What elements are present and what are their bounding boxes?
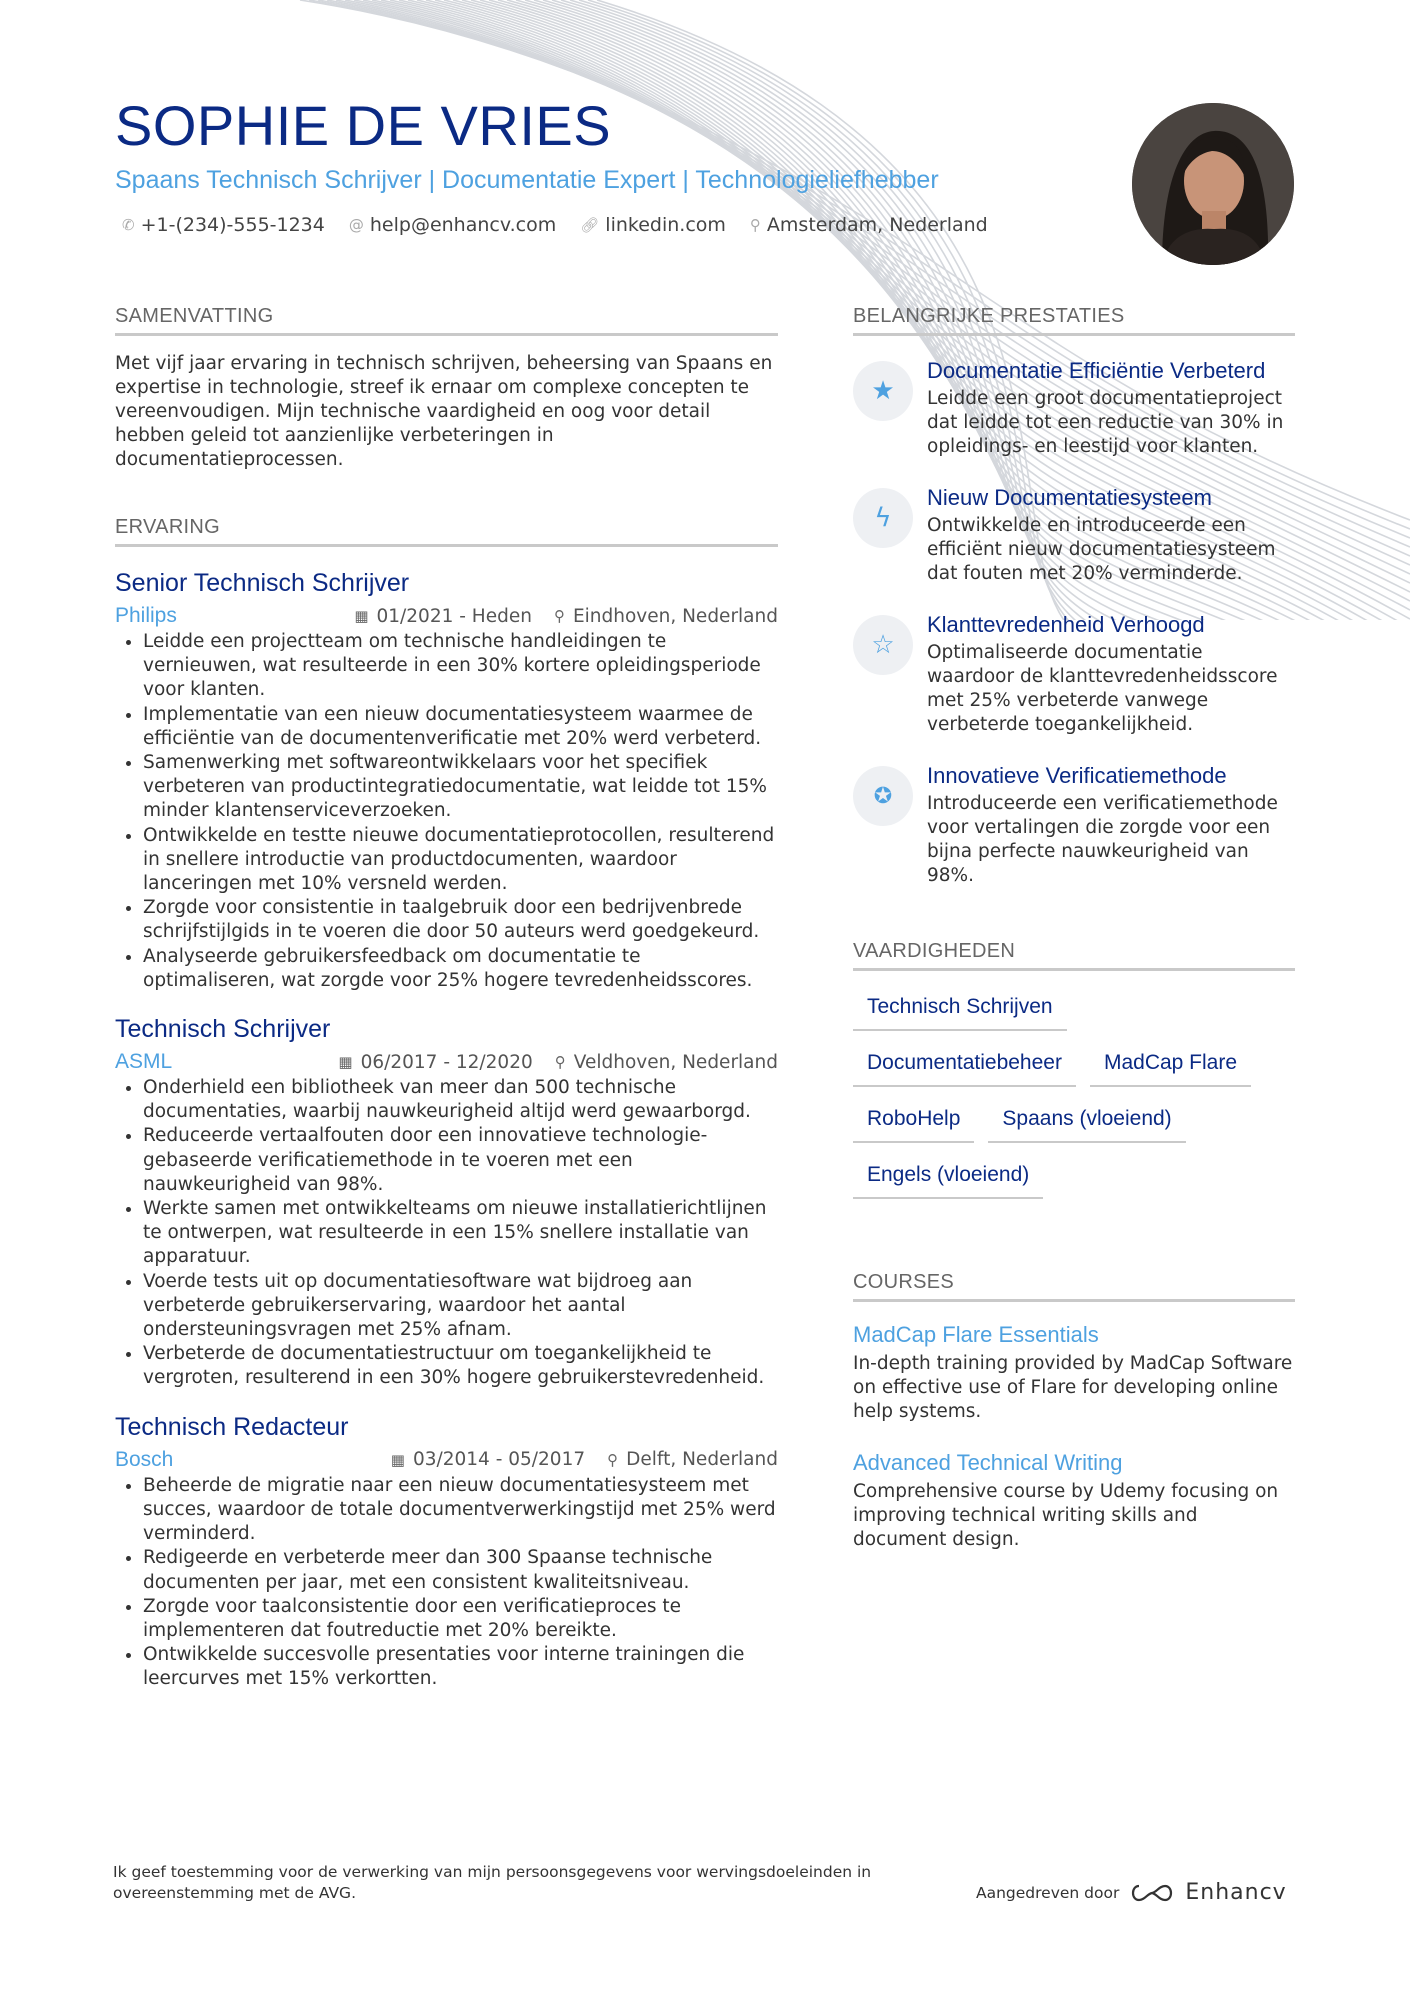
course-description: Comprehensive course by Udemy focusing on improving technical writing skills and document design. (853, 1481, 1279, 1550)
achievement-title: Nieuw Documentatiesysteem (927, 485, 1212, 510)
skill-tag: Engels (vloeiend) (853, 1157, 1043, 1199)
list-item: • Ontwikkelde en testte nieuwe documentatieprotocollen, resulterend in snellere introductie van productdocumenten, waardoor lanceringen met 10% versneld werden. (143, 824, 778, 897)
list-item: • Zorgde voor taalconsistentie door een verificatieproces te implementeren dat foutreductie met 20% bereikte. (143, 1595, 778, 1643)
list-item: • Ontwikkelde succesvolle presentaties voor interne trainingen die leercurves met 15% verkortten. (143, 1643, 778, 1691)
job-dates: ▦ 03/2014 - 05/2017 (390, 1449, 586, 1471)
list-item: • Onderhield een bibliotheek van meer dan 500 technische documentaties, waarbij nauwkeurigheid altijd werd gewaarborgd. (143, 1076, 778, 1124)
skill-tag: RoboHelp (853, 1101, 974, 1143)
job-entry (115, 569, 778, 993)
candidate-tagline: Spaans Technisch Schrijver | Documentatie Expert | Technologieliefhebber (115, 166, 939, 194)
job-location: ⚲ Veldhoven, Nederland (554, 1051, 778, 1073)
skill-tag: Spaans (vloeiend) (988, 1101, 1185, 1143)
contact-bar (122, 214, 988, 236)
calendar-icon: ▦ (390, 1450, 405, 1469)
list-item: • Zorgde voor consistentie in taalgebruik door een bedrijvenbrede schrijfstijlgids in te voeren die door 50 auteurs werd goedgekeurd. (143, 896, 778, 944)
achievement-description: Leidde een groot documentatieproject dat leidde tot een reductie van 30% in opleidings- en leestijd voor klanten. (927, 388, 1284, 457)
powered-by-label: Aangedreven door (976, 1883, 1120, 1902)
skill-tag: MadCap Flare (1090, 1045, 1251, 1087)
job-location: ⚲ Eindhoven, Nederland (553, 605, 778, 627)
list-item: • Leidde een projectteam om technische handleidingen te vernieuwen, wat resulteerde in een 30% kortere opleidingsperiode voor klanten. (143, 630, 778, 703)
course-title: MadCap Flare Essentials (853, 1322, 1099, 1347)
job-entry (115, 1413, 778, 1692)
job-title: Technisch Redacteur (115, 1412, 349, 1441)
achievements-heading: BELANGRIJKE PRESTATIES (853, 305, 1295, 336)
right-column (853, 305, 1295, 1552)
achievement-description: Optimaliseerde documentatie waardoor de klanttevredenheidsscore met 25% verbeterde vanwege verbeterde toegankelijkheid. (927, 642, 1278, 735)
link-icon: 🔗︎ (580, 216, 600, 234)
list-item: • Analyseerde gebruikersfeedback om documentatie te optimaliseren, wat zorgde voor 25% hogere tevredenheidsscores. (143, 945, 778, 993)
star-filled-icon: ★ (853, 361, 913, 421)
location-pin-icon: ⚲ (607, 1450, 619, 1469)
award-icon: ✪ (853, 766, 913, 826)
experience-list (115, 569, 778, 1692)
achievement-title: Klanttevredenheid Verhoogd (927, 612, 1205, 637)
job-bullets (115, 1076, 778, 1391)
job-title: Senior Technisch Schrijver (115, 569, 410, 597)
skill-tag: Technisch Schrijven (853, 989, 1067, 1031)
job-dates: ▦ 06/2017 - 12/2020 (338, 1051, 533, 1073)
achievement-item (853, 358, 1295, 459)
list-item: • Beheerde de migratie naar een nieuw documentatiesysteem met succes, waardoor de totale documentverwerkingstijd met 25% werd verminderd. (143, 1474, 778, 1547)
job-bullets (115, 1474, 778, 1692)
achievement-item (853, 763, 1295, 888)
location-pin-icon: ⚲ (553, 607, 565, 625)
powered-by (976, 1880, 1287, 1905)
enhancv-brand[interactable]: Enhancv (1185, 1880, 1287, 1905)
candidate-name: SOPHIE DE VRIES (115, 94, 612, 157)
summary-heading: SAMENVATTING (115, 305, 778, 336)
list-item: • Implementatie van een nieuw documentatiesysteem waarmee de efficiëntie van de documentenverificatie met 20% werd verbeterd. (143, 703, 778, 751)
job-title: Technisch Schrijver (115, 1015, 331, 1044)
list-item: • Samenwerking met softwareontwikkelaars voor het specifiek verbeteren van productintegratiedocumentatie, wat leidde tot 15% minder klantenserviceverzoeken. (143, 751, 778, 824)
contact-email[interactable]: @ help@enhancv.com (348, 214, 557, 236)
course-title: Advanced Technical Writing (853, 1450, 1123, 1475)
lightning-icon: ϟ (853, 488, 913, 548)
achievement-item (853, 612, 1295, 737)
job-location: ⚲ Delft, Nederland (607, 1449, 778, 1471)
achievement-title: Innovatieve Verificatiemethode (927, 763, 1227, 788)
calendar-icon: ▦ (338, 1053, 353, 1072)
location-pin-icon: ⚲ (554, 1053, 566, 1072)
skills-heading: VAARDIGHEDEN (853, 940, 1295, 971)
job-dates: ▦ 01/2021 - Heden (354, 605, 532, 627)
course-item (853, 1450, 1295, 1552)
achievement-item (853, 485, 1295, 586)
enhancv-logo-icon (1129, 1882, 1175, 1904)
gdpr-consent-note: Ik geef toestemming voor de verwerking van mijn persoonsgegevens voor wervingsdoeleinden in overeenstemming met de AVG. (113, 1863, 872, 1902)
at-icon: @ (348, 216, 364, 234)
job-entry (115, 1015, 778, 1391)
location-pin-icon: ⚲ (749, 216, 761, 234)
list-item: • Redigeerde en verbeterde meer dan 300 Spaanse technische documenten per jaar, met een consistent kwaliteitsniveau. (143, 1546, 778, 1594)
course-item (853, 1322, 1295, 1424)
achievement-description: Introduceerde een verificatiemethode voor vertalingen die zorgde voor een bijna perfecte nauwkeurigheid van 98%. (927, 793, 1278, 886)
company-name: ASML (115, 1050, 173, 1074)
courses-heading: COURSES (853, 1271, 1295, 1302)
list-item: • Voerde tests uit op documentatiesoftware wat bijdroeg aan verbeterde gebruikerservaring, waardoor het aantal ondersteuningsvragen met 25% afnam. (143, 1270, 778, 1343)
list-item: • Werkte samen met ontwikkelteams om nieuwe installatierichtlijnen te ontwerpen, wat resulteerde in een 15% snellere installatie van apparatuur. (143, 1197, 778, 1270)
contact-phone[interactable]: ✆ +1-(234)-555-1234 (122, 214, 325, 236)
list-item: • Verbeterde de documentatiestructuur om toegankelijkheid te vergroten, resulterend in een 30% hogere gebruikerstevredenheid. (143, 1342, 778, 1390)
summary-text: Met vijf jaar ervaring in technisch schrijven, beheersing van Spaans en expertise in technologie, streef ik ernaar om complexe concepten te vereenvoudigen. Mijn technische vaardigheid en oog voor detail hebben geleid tot aanzienlijke verbeteringen in documentatieprocessen. (115, 353, 773, 470)
experience-heading: ERVARING (115, 516, 778, 547)
skill-tag: Documentatiebeheer (853, 1045, 1076, 1087)
skills-list (853, 989, 1293, 1199)
contact-location: ⚲ Amsterdam, Nederland (749, 214, 988, 236)
achievement-description: Ontwikkelde en introduceerde een efficiënt nieuw documentatiesysteem dat fouten met 20% verminderde. (927, 515, 1276, 584)
list-item: • Reduceerde vertaalfouten door een innovatieve technologie-gebaseerde verificatiemethode in te voeren met een nauwkeurigheid van 98%. (143, 1124, 778, 1197)
course-description: In-depth training provided by MadCap Software on effective use of Flare for developing online help systems. (853, 1353, 1293, 1422)
phone-icon: ✆ (122, 216, 135, 234)
job-bullets (115, 630, 778, 993)
company-name: Bosch (115, 1447, 174, 1471)
star-outline-icon: ☆ (853, 615, 913, 675)
contact-website[interactable]: 🔗︎ linkedin.com (580, 214, 726, 236)
achievement-title: Documentatie Efficiëntie Verbeterd (927, 358, 1266, 383)
company-name: Philips (115, 604, 177, 627)
calendar-icon: ▦ (354, 607, 369, 625)
profile-photo (1132, 103, 1294, 265)
left-column (115, 305, 778, 1692)
